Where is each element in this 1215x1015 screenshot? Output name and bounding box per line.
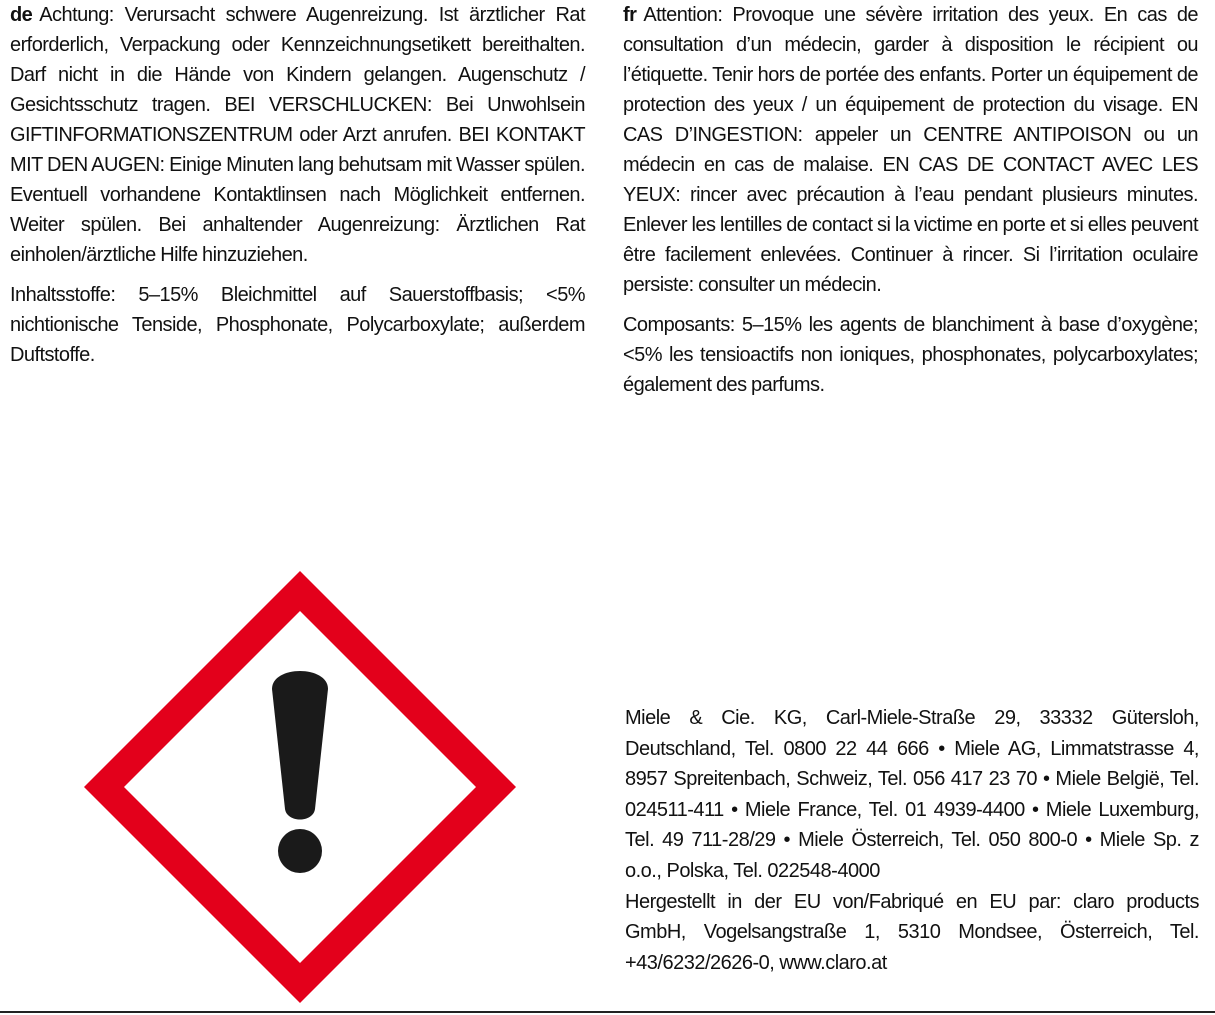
address-block	[625, 703, 1199, 978]
bottom-divider	[0, 1011, 1215, 1013]
german-ingredients-paragraph	[10, 280, 585, 370]
german-warning-text: Achtung: Verursacht schwere Augenreizung. Ist ärztlicher Rat erforderlich, Verpackung oder Kennzeichnungsetikett bereithalten. Darf nicht in die Hände von Kindern gelangen. Augenschutz / Gesichtsschutz tragen. BEI VERSCHLUCKEN: Bei Unwohlsein GIFTINFORMATIONSZENTRUM oder Arzt anrufen. BEI KONTAKT MIT DEN AUGEN: Einige Minuten lang behutsam mit Wasser spülen. Eventuell vorhandene Kontaktlinsen nach Möglichkeit entfernen. Weiter spülen. Bei anhaltender Augenreizung: Ärztlichen Rat einholen/ärztliche Hilfe hinzuziehen.	[10, 4, 585, 266]
french-ingredients-text: Composants: 5–15% les agents de blanchiment à base d’oxygène; <5% les tensioactifs non ioniques, phosphonates, polycarboxylates; également des parfums.	[623, 314, 1198, 396]
german-ingredients-text: Inhaltsstoffe: 5–15% Bleichmittel auf Sauerstoffbasis; <5% nichtionische Tenside, Phosphonate, Polycarboxylate; außerdem Duftstoffe.	[10, 284, 585, 366]
french-warning-text: Attention: Provoque une sévère irritation des yeux. En cas de consultation d’un médecin, garder à disposition le récipient ou l’étiquette. Tenir hors de portée des enfants. Porter un équipement de protection des yeux / un équipement de protection du visage. EN CAS D’INGESTION: appeler un CENTRE ANTIPOISON ou un médecin en cas de malaise. EN CAS DE CONTACT AVEC LES YEUX: rincer avec précaution à l’eau pendant plusieurs minutes. Enlever les lentilles de contact si la victime en porte et si elles peuvent être facilement enlevées. Continuer à rincer. Si l’irritation oculaire persiste: consulter un médecin.	[623, 4, 1198, 296]
french-language-code: fr	[623, 4, 637, 26]
exclamation-mark-hazard-icon	[80, 567, 520, 1007]
french-ingredients-paragraph	[623, 310, 1198, 400]
german-warning-paragraph	[10, 0, 585, 270]
german-language-code: de	[10, 4, 33, 26]
manufacturer-info: Hergestellt in der EU von/Fabriqué en EU par: claro products GmbH, Vogelsangstraße 1, 5310 Mondsee, Österreich, Tel. +43/6232/2626-0, www.claro.at	[625, 890, 1199, 974]
german-section	[10, 0, 585, 370]
exclamation-dot	[278, 829, 322, 873]
french-section	[623, 0, 1198, 400]
french-warning-paragraph	[623, 0, 1198, 300]
distributor-addresses: Miele & Cie. KG, Carl-Miele-Straße 29, 33332 Gütersloh, Deutschland, Tel. 0800 22 44 666 • Miele AG, Limmatstrasse 4, 8957 Spreitenbach, Schweiz, Tel. 056 417 23 70 • Miele België, Tel. 024511-411 • Miele France, Tel. 01 4939-4400 • Miele Luxemburg, Tel. 49 711-28/29 • Miele Österreich, Tel. 050 800-0 • Miele Sp. z o.o., Polska, Tel. 022548-4000	[625, 707, 1199, 882]
